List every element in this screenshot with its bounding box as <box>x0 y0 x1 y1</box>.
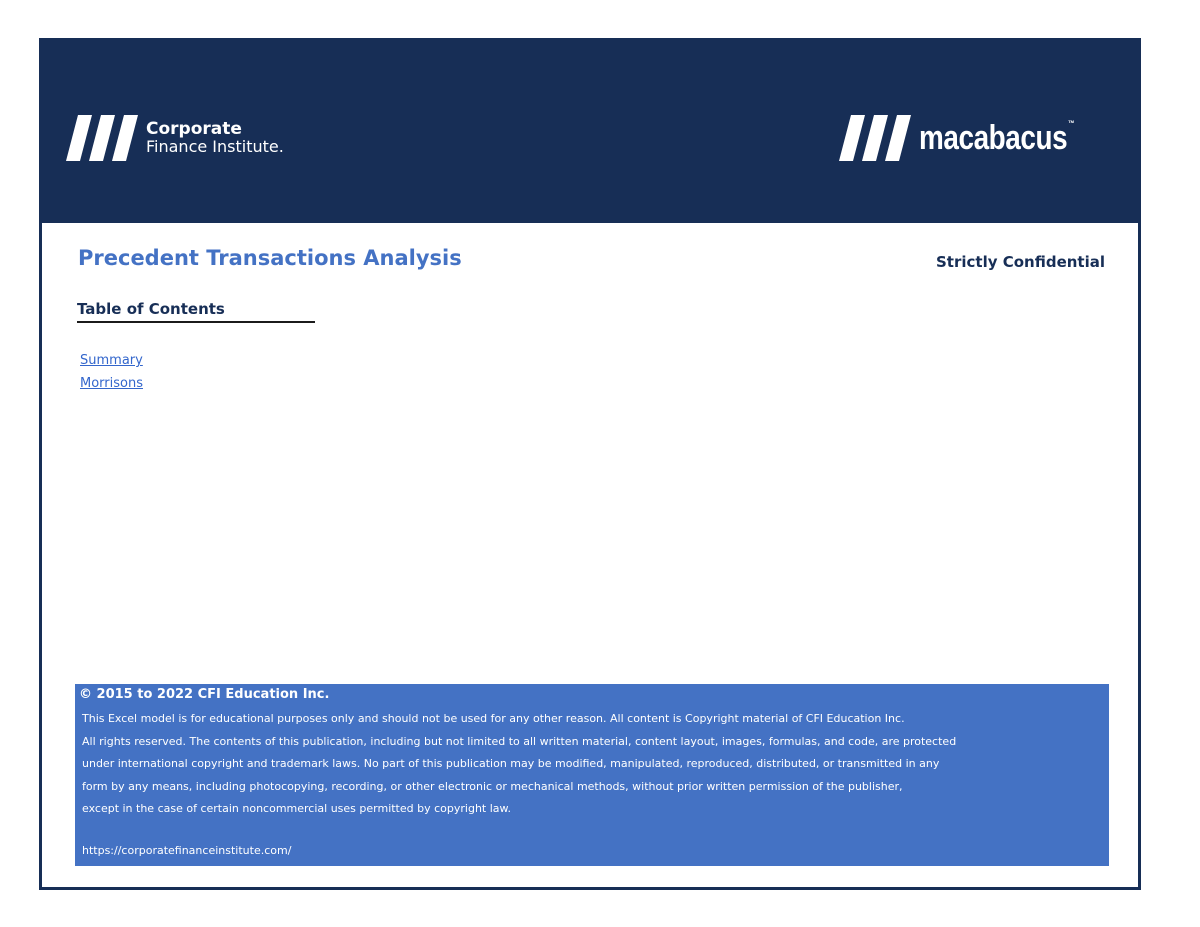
copyright-heading: © 2015 to 2022 CFI Education Inc. <box>79 687 330 702</box>
cfi-logo-line2: Finance Institute. <box>146 137 284 156</box>
toc-item <box>80 370 143 393</box>
macabacus-logo-text: macabacus™ <box>918 118 1074 157</box>
macabacus-logo <box>839 115 1108 161</box>
copyright-box <box>75 684 1109 866</box>
legal-line: All rights reserved. The contents of this publication, including but not limited to all written material, content layout, images, formulas, and code, are protected <box>82 734 957 748</box>
legal-line: This Excel model is for educational purposes only and should not be used for any other reason. All content is Copyright material of CFI Education Inc. <box>82 712 905 725</box>
cfi-stripes-icon <box>66 115 140 161</box>
toc-link-morrisons[interactable]: Morrisons <box>80 376 143 391</box>
website-url: https://corporatefinanceinstitute.com/ <box>82 844 292 857</box>
cfi-logo <box>66 115 284 161</box>
legal-notice <box>82 708 956 821</box>
page-title: Precedent Transactions Analysis <box>78 246 462 270</box>
toc-list <box>80 347 143 393</box>
toc-link-summary[interactable]: Summary <box>80 353 143 368</box>
legal-line: under international copyright and trademark laws. No part of this publication may be modified, manipulated, reproduced, distributed, or transmitted in any <box>82 757 940 770</box>
legal-line: form by any means, including photocopying, recording, or other electronic or mechanical methods, without prior written permission of the publisher, <box>82 779 903 793</box>
header-banner <box>42 41 1138 223</box>
page-frame <box>39 38 1141 890</box>
cfi-logo-line1: Corporate <box>146 119 242 139</box>
toc-heading: Table of Contents <box>77 300 315 323</box>
legal-line: except in the case of certain noncommercial uses permitted by copyright law. <box>82 802 511 815</box>
toc-item <box>80 347 143 370</box>
confidential-label: Strictly Confidential <box>936 253 1105 271</box>
macabacus-stripes-icon <box>839 115 913 161</box>
